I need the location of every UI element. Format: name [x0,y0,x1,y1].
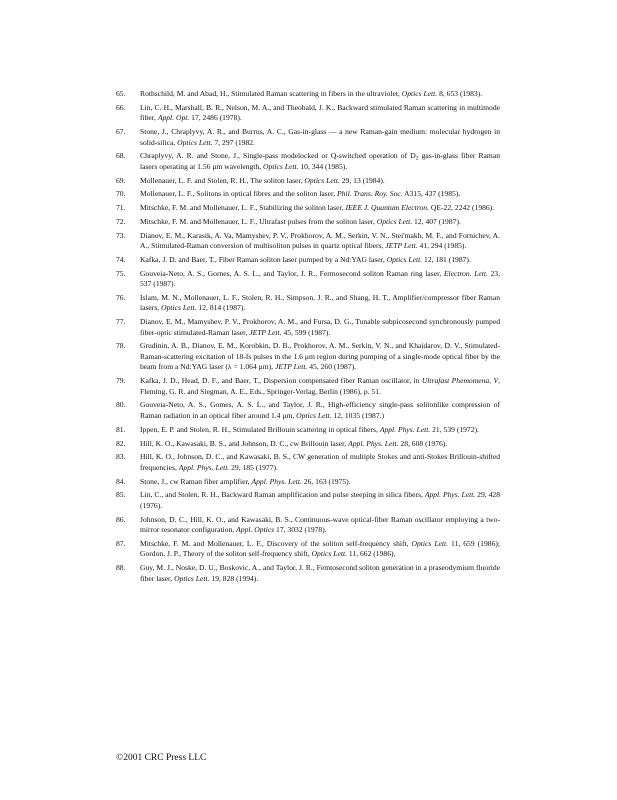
reference-item [116,203,500,214]
reference-item [116,293,500,314]
reference-segment: Lin, C. H., Marshall, B. R., Nelson, M. A., and Theobald, J. K., Backward stimulated Raman scattering in multimode fiber, [140,102,500,123]
reference-text [140,127,500,148]
reference-segment: 29, 185 (1977). [229,462,278,472]
reference-item [116,127,500,148]
reference-item [116,563,500,584]
reference-segment: Rothschild, M. and Abad, H., Stimulated Raman scattering in fibers in the ultraviolet, [140,89,402,98]
reference-number: 82. [116,438,126,448]
reference-segment: 45, 260 (1987). [307,362,357,372]
journal-name: Optics Lett. [386,254,423,264]
reference-item [116,452,500,473]
reference-item [116,439,500,450]
reference-text [140,341,500,373]
reference-text [140,490,500,511]
reference-text [140,376,500,397]
journal-name: Appl. Opt. [157,113,190,123]
reference-number: 67. [116,127,126,137]
reference-segment: 12, 181 (1987). [422,254,471,264]
journal-name: Optics Lett. [296,411,332,421]
reference-text [140,400,500,421]
reference-segment: A315, 437 (1985). [402,189,461,199]
journal-name: Appl. Phys. Lett. [251,476,302,486]
reference-segment: 12, 814 (1987). [196,303,246,313]
reference-number: 65. [116,89,126,98]
journal-name: Appl. Phys. Lett. [178,462,230,472]
reference-text [140,231,500,252]
reference-number: 74. [116,254,126,264]
reference-segment: Stone, J., Chraplyvy, A. R., and Burrus, A. C., Gas-in-glass — a new Raman-gain medium: molecular hydrogen in solid-silica, [140,127,500,147]
reference-segment: 11, 659 (1986); Gordon, J. P., Theory of the soliton self-frequency shift, [140,538,501,559]
reference-segment: 29, 428 (1976). [140,490,500,510]
reference-segment: 12, 1035 (1987.) [331,411,385,421]
journal-name: Optics Lett. [161,303,197,313]
reference-segment: Dianov, E. M., Mamyshev, P. V., Prokhorov, A. M., and Fursa, D. G., Tunable subpicosecond synchronously pumped fiber-optic stimulated-Raman laser, [140,317,500,337]
journal-name: Optics Lett. [263,161,299,171]
journal-name: Optics Lett. [174,573,210,583]
reference-number: 72. [116,216,126,226]
journal-name: Ultrafast Phemomena, V [421,376,499,386]
reference-segment: Mollenauer, L. F. and Stolen, R. H., The soliton laser, [140,175,305,185]
journal-name: Appl. Optics [236,525,275,535]
reference-segment: Guy, M. J., Noske, D. U., Boskovic, A., and Taylor, J. R., Femtosecond soliton generation in a praseodymium fluoride fiber laser, [140,563,500,583]
reference-segment: QE-22, 2242 (1986). [428,203,495,213]
journal-name: Optics Lett. [401,89,438,98]
reference-segment: Islam, M. N., Mollenauer, L. F., Stolen, R. H., Simpson, J. R., and Shang, H. T., Amplifier/compressor fiber Raman lasers, [140,292,500,313]
reference-segment: Mollenauer, L. F., Solitons in optical fibres and the soliton laser, [140,189,338,199]
reference-item [116,425,500,436]
reference-segment: Dianov, E. M., Karasik, A. Va, Mamyshev, P. V., Prokhorov, A. M., Serkin, V. N., Stei'makh, M. F., and Fornichev, A. A., Stimulated-Raman conversion of multisoliton pulses in quartz optical fibers, [140,230,500,251]
reference-item [116,317,500,338]
reference-item [116,255,500,266]
reference-segment: Stone, J., cw Raman fiber amplifier, [140,476,252,486]
reference-text [140,425,500,436]
journal-name: Phil. Trans. Roy. Soc. [337,189,403,199]
reference-text [140,255,500,266]
copyright-footer: ©2001 CRC Press LLC [116,753,207,763]
reference-text [140,515,500,536]
reference-segment: Hill, K. O., Kawasaki, B. S., and Johnson, D. C., cw Brillouin laser, [140,438,349,448]
reference-segment: Chraplyvy, A. R. and Stone, J., Single-pass modelocked or Q-switched operation of D [140,151,416,161]
reference-number: 78. [116,341,126,351]
reference-segment: Mitschke, F. M. and Mollenauer, L. F., Stabilizing the soliton laser, [140,203,346,213]
reference-segment: Hill, K. O., Johnson, D. C., and Kawasaki, B. S., CW generation of multiple Stokes and anti-Stokes Brillouin-shifted frequencies, [140,452,500,472]
reference-text [140,563,500,584]
reference-text [140,103,500,124]
reference-number: 79. [116,376,126,386]
reference-segment: 21, 539 (1972). [430,424,479,434]
reference-text [140,89,500,100]
reference-item [116,231,500,252]
reference-segment: 29, 13 (1984). [339,175,385,185]
reference-segment: Gouveia-Neto, A. S., Gomes, A. S. L., and Taylor, J. R., High-efficiency single-pass solitonlike compression of Raman radiation in an optical fiber around 1.4 μm, [140,400,500,421]
reference-segment: Gouveia-Neto, A. S., Gornes, A. S. L., and Taylor, J. R., Fermosecond soliton Raman ring laser, [140,268,444,278]
reference-text [140,217,500,228]
reference-text [140,269,500,290]
reference-number: 75. [116,268,126,278]
reference-item [116,176,500,187]
journal-name: Appl. Phys. Lett. [348,438,399,448]
reference-item [116,477,500,488]
reference-number: 86. [116,514,126,524]
reference-text [140,203,500,214]
journal-name: IEEE J. Quantum Electron. [345,203,429,213]
reference-segment: 28, 608 (1976). [398,438,448,448]
reference-text [140,439,500,450]
reference-number: 88. [116,563,126,573]
reference-segment: 8, 653 (1983). [437,89,483,98]
reference-item [116,89,500,100]
reference-list [116,89,500,587]
journal-name: Optics Lett. [177,137,213,147]
reference-segment: Lin, C., and Stolen, R. H., Backward Raman amplification and pulse steeping in silica fibers, [140,490,425,500]
reference-number: 81. [116,424,126,434]
reference-text [140,293,500,314]
reference-number: 87. [116,538,126,548]
reference-number: 66. [116,102,126,112]
reference-segment: 26, 163 (1975). [301,476,351,486]
journal-name: Appl. Phys. Lett. [379,424,431,434]
reference-number: 69. [116,175,126,185]
reference-number: 77. [116,317,126,327]
reference-number: 68. [116,151,126,161]
reference-segment: Grudinin, A. B., Dianov, E. M., Korobkin, D. B., Prokhorov, A. M., Serkin, V. N., and Khaidarov, D. V., Stimulated-Raman-scattering excitation of 18-fs pulses in the 1.6 μm region during pumping of a single-mode optical fiber by the beam from a Nd:YAG laser (λ = 1.064 μm), [140,341,500,372]
reference-number: 85. [116,490,126,500]
subscript: 2 [415,155,419,162]
reference-text [140,452,500,473]
reference-text [140,317,500,338]
reference-segment: 17, 2486 (1978). [189,113,242,123]
journal-name: Optics Lett. [411,538,449,548]
reference-item [116,341,500,373]
reference-text [140,477,500,488]
journal-name: Optics Lett. [311,549,347,559]
journal-name: JETP Lett. [385,241,418,251]
reference-text [140,176,500,187]
reference-number: 83. [116,452,126,462]
journal-name: Appl. Phys. Lett. [424,490,476,500]
reference-segment: Mitschke, F. M. and Mollenauer, L. F., Discovery of the soliton self-frequency shift, [140,538,412,548]
reference-item [116,269,500,290]
reference-segment: 12, 407 (1987). [412,216,461,226]
reference-item [116,515,500,536]
reference-item [116,490,500,511]
reference-segment: , Fleming, G. R. and Siegman, A. E., Eds., Springer-Verlag, Berlin (1986), p. 51. [140,376,500,396]
reference-segment: 45, 599 (1987). [281,327,331,337]
reference-segment: gas-in-glass fiber Raman lasers operating at 1.56 μm wavelength, [140,151,500,171]
reference-item [116,217,500,228]
journal-name: Optics Lett. [304,175,340,185]
reference-segment: Ippen, E. P. and Stolen, R. H., Stimulated Brillouin scattering in optical fibers, [140,424,380,434]
reference-number: 73. [116,230,126,240]
reference-number: 76. [116,292,126,302]
reference-text [140,539,500,560]
reference-segment: Johnson, D. C., Hill, K. O., and Kawasaki, B. S., Continuous-wave optical-fiber Raman oscillator employing a two-mirror resonator configuration, [140,514,500,535]
journal-name: JETP Lett. [274,362,308,372]
reference-item [116,539,500,560]
reference-number: 80. [116,400,126,410]
reference-segment: 11, 662 (1986). [346,549,396,559]
journal-name: Electron. Lett. [443,268,488,278]
reference-segment: 19, 828 (1994). [209,573,259,583]
reference-item [116,189,500,200]
reference-item [116,400,500,421]
reference-number: 84. [116,476,126,486]
reference-item [116,151,500,172]
reference-segment: 10, 344 (1985). [298,161,348,171]
reference-number: 70. [116,189,126,199]
reference-text [140,189,500,200]
reference-segment: Mitschke, F. M. and Mollenauer, L. F., Ultrafast pulses from the soliton laser, [140,216,377,226]
reference-segment: 17, 3032 (1978). [274,525,327,535]
reference-segment: Kafka, J. D., Head, D. F., and Baer, T., Dispersion compensated fiber Raman oscillator, in [140,376,422,386]
journal-name: JETP Lett. [249,327,282,337]
reference-segment: 23, 537 (1987). [140,268,501,289]
reference-segment: Kafka, J. D. and Baer, T., Fiber Raman soliton laser pumped by a Nd:YAG laser, [140,254,387,264]
reference-number: 71. [116,203,126,213]
reference-segment: 41, 294 (1985). [417,241,467,251]
reference-text [140,151,500,172]
reference-segment: 7, 297 (1982. [212,137,255,147]
journal-name: Optics Lett. [376,216,413,226]
reference-item [116,103,500,124]
reference-item [116,376,500,397]
